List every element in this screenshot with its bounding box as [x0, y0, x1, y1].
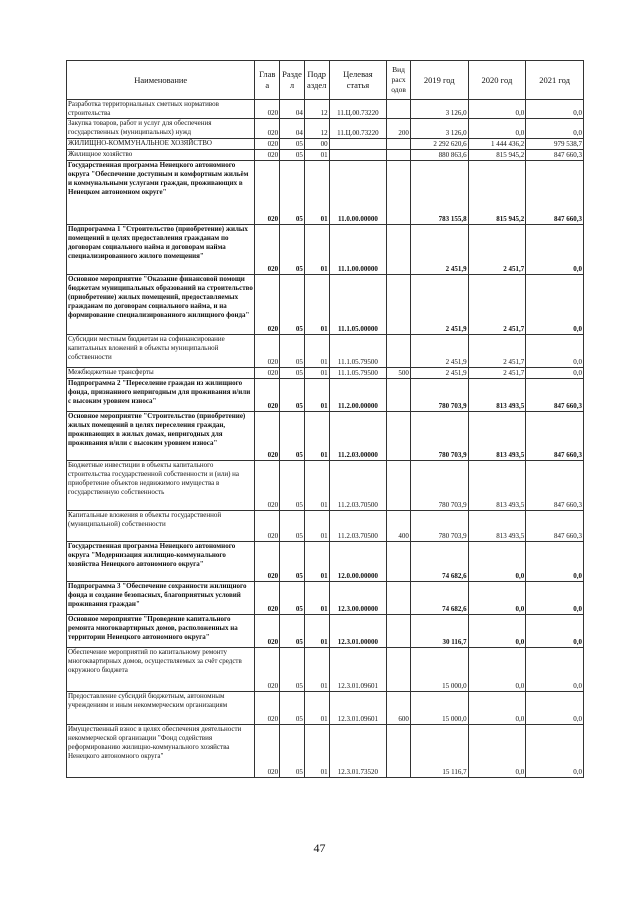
cell-name: Имущественный взнос в целях обеспечения деятельности некоммерческой организации "Фонд содействия реформированию жилищно-коммунального хозяйства Ненецкого автономного округа" — [67, 725, 255, 778]
cell-chapter: 020 — [255, 615, 280, 648]
cell-y2021: 0,0 — [526, 615, 584, 648]
cell-subsection: 01 — [304, 150, 329, 161]
cell-target — [329, 139, 387, 150]
cell-y2019: 780 703,9 — [410, 511, 468, 542]
cell-exp — [387, 725, 411, 778]
cell-y2021: 0,0 — [526, 275, 584, 335]
cell-y2020: 0,0 — [468, 542, 526, 582]
budget-table — [66, 60, 584, 778]
table-row — [67, 511, 584, 542]
header-exp-type: Вид расх одов — [387, 61, 411, 100]
cell-subsection: 01 — [304, 161, 329, 225]
table-row — [67, 100, 584, 119]
cell-chapter: 020 — [255, 692, 280, 725]
cell-section: 05 — [280, 615, 305, 648]
cell-exp — [387, 100, 411, 119]
cell-name: Государственная программа Ненецкого автономного округа "Модернизация жилищно-коммунального хозяйства Ненецкого автономного округа" — [67, 542, 255, 582]
cell-y2021: 847 660,3 — [526, 511, 584, 542]
cell-y2020: 0,0 — [468, 582, 526, 615]
cell-y2019: 30 116,7 — [410, 615, 468, 648]
cell-name: Подпрограмма 1 "Строительство (приобретение) жилых помещений в целях предоставления гражданам по договорам социального найма и договорам найма специализированного жилого помещения" — [67, 225, 255, 275]
cell-subsection: 00 — [304, 139, 329, 150]
cell-name: Бюджетные инвестиции в объекты капитального строительства государственной собственности и (или) на приобретение объектов недвижимого имущества в государственную собственность — [67, 461, 255, 511]
table-row — [67, 368, 584, 379]
cell-exp — [387, 335, 411, 368]
cell-target: 11.Ц.00.73220 — [329, 100, 387, 119]
cell-chapter: 020 — [255, 139, 280, 150]
cell-target: 12.3.01.09601 — [329, 692, 387, 725]
cell-y2019: 2 451,9 — [410, 225, 468, 275]
cell-subsection: 01 — [304, 692, 329, 725]
table-row — [67, 275, 584, 335]
cell-name: Закупка товаров, работ и услуг для обеспечения государственных (муниципальных) нужд — [67, 119, 255, 139]
cell-y2020: 2 451,7 — [468, 225, 526, 275]
cell-exp — [387, 648, 411, 692]
table-row — [67, 161, 584, 225]
cell-name: Межбюджетные трансферты — [67, 368, 255, 379]
cell-name: Разработка территориальных сметных нормативов строительства — [67, 100, 255, 119]
cell-section: 04 — [280, 119, 305, 139]
cell-name: Капитальные вложения в объекты государственной (муниципальной) собственности — [67, 511, 255, 542]
cell-target: 11.1.05.79500 — [329, 368, 387, 379]
cell-y2021: 847 660,3 — [526, 161, 584, 225]
cell-y2019: 74 682,6 — [410, 542, 468, 582]
cell-target: 12.3.01.73520 — [329, 725, 387, 778]
table-row — [67, 225, 584, 275]
cell-y2020: 813 493,5 — [468, 461, 526, 511]
cell-subsection: 01 — [304, 225, 329, 275]
cell-section: 05 — [280, 368, 305, 379]
cell-y2019: 780 703,9 — [410, 461, 468, 511]
cell-y2021: 0,0 — [526, 648, 584, 692]
header-target: Целевая статья — [329, 61, 387, 100]
cell-name: Основное мероприятие "Проведение капитального ремонта многоквартирных домов, расположенных на территории Ненецкого автономного округа" — [67, 615, 255, 648]
cell-target: 12.3.01.00000 — [329, 615, 387, 648]
cell-target: 11.2.00.00000 — [329, 379, 387, 412]
cell-y2019: 2 451,9 — [410, 275, 468, 335]
table-row — [67, 335, 584, 368]
cell-y2019: 780 703,9 — [410, 379, 468, 412]
table-row — [67, 119, 584, 139]
cell-y2020: 813 493,5 — [468, 412, 526, 461]
table-row — [67, 582, 584, 615]
cell-y2020: 1 444 436,2 — [468, 139, 526, 150]
cell-section: 05 — [280, 725, 305, 778]
cell-section: 05 — [280, 379, 305, 412]
cell-target: 12.3.01.09601 — [329, 648, 387, 692]
cell-chapter: 020 — [255, 379, 280, 412]
table-row — [67, 648, 584, 692]
header-2019: 2019 год — [410, 61, 468, 100]
cell-name: Подпрограмма 2 "Переселение граждан из жилищного фонда, признанного непригодным для проживания и/или с высоким уровнем износа" — [67, 379, 255, 412]
cell-y2021: 0,0 — [526, 725, 584, 778]
cell-chapter: 020 — [255, 648, 280, 692]
cell-subsection: 01 — [304, 335, 329, 368]
cell-section: 05 — [280, 582, 305, 615]
cell-exp — [387, 379, 411, 412]
cell-y2019: 780 703,9 — [410, 412, 468, 461]
cell-subsection: 01 — [304, 275, 329, 335]
cell-name: Субсидии местным бюджетам на софинансирование капитальных вложений в объекты муниципальной собственности — [67, 335, 255, 368]
cell-exp — [387, 582, 411, 615]
cell-target: 11.Ц.00.73220 — [329, 119, 387, 139]
cell-y2019: 74 682,6 — [410, 582, 468, 615]
cell-name: Государственная программа Ненецкого автономного округа "Обеспечение доступным и комфортным жильём и коммунальными услугами граждан, проживающих в Ненецком автономном округе" — [67, 161, 255, 225]
cell-section: 05 — [280, 150, 305, 161]
header-2020: 2020 год — [468, 61, 526, 100]
cell-target: 11.1.05.79500 — [329, 335, 387, 368]
cell-y2020: 0,0 — [468, 119, 526, 139]
cell-exp — [387, 161, 411, 225]
cell-exp — [387, 615, 411, 648]
cell-target: 11.2.03.70500 — [329, 461, 387, 511]
cell-y2019: 2 292 620,6 — [410, 139, 468, 150]
cell-subsection: 12 — [304, 119, 329, 139]
cell-exp: 600 — [387, 692, 411, 725]
cell-chapter: 020 — [255, 582, 280, 615]
cell-y2019: 15 116,7 — [410, 725, 468, 778]
table-row — [67, 461, 584, 511]
header-2021: 2021 год — [526, 61, 584, 100]
header-section: Разде л — [280, 61, 305, 100]
cell-exp — [387, 412, 411, 461]
cell-y2021: 847 660,3 — [526, 150, 584, 161]
cell-chapter: 020 — [255, 119, 280, 139]
cell-chapter: 020 — [255, 412, 280, 461]
cell-subsection: 01 — [304, 725, 329, 778]
cell-subsection: 01 — [304, 542, 329, 582]
header-chapter: Глав а — [255, 61, 280, 100]
cell-y2020: 0,0 — [468, 725, 526, 778]
cell-target: 11.1.05.00000 — [329, 275, 387, 335]
table-row — [67, 412, 584, 461]
cell-section: 05 — [280, 461, 305, 511]
cell-section: 05 — [280, 692, 305, 725]
cell-subsection: 01 — [304, 368, 329, 379]
cell-exp: 200 — [387, 119, 411, 139]
table-row — [67, 692, 584, 725]
cell-section: 05 — [280, 275, 305, 335]
cell-y2019: 2 451,9 — [410, 368, 468, 379]
cell-name: ЖИЛИЩНО-КОММУНАЛЬНОЕ ХОЗЯЙСТВО — [67, 139, 255, 150]
cell-exp — [387, 461, 411, 511]
cell-target: 12.0.00.00000 — [329, 542, 387, 582]
cell-exp — [387, 542, 411, 582]
cell-exp — [387, 139, 411, 150]
cell-name: Обеспечение мероприятий по капитальному ремонту многоквартирных домов, осуществляемых за счёт средств окружного бюджета — [67, 648, 255, 692]
cell-y2020: 2 451,7 — [468, 275, 526, 335]
table-row — [67, 542, 584, 582]
cell-y2021: 0,0 — [526, 225, 584, 275]
cell-y2021: 0,0 — [526, 119, 584, 139]
cell-exp — [387, 150, 411, 161]
cell-y2021: 0,0 — [526, 100, 584, 119]
table-header-row — [67, 61, 584, 100]
cell-section: 05 — [280, 139, 305, 150]
cell-exp: 500 — [387, 368, 411, 379]
cell-y2021: 979 538,7 — [526, 139, 584, 150]
cell-subsection: 01 — [304, 511, 329, 542]
cell-chapter: 020 — [255, 100, 280, 119]
table-row — [67, 150, 584, 161]
cell-chapter: 020 — [255, 725, 280, 778]
cell-section: 05 — [280, 161, 305, 225]
cell-target — [329, 150, 387, 161]
cell-y2020: 2 451,7 — [468, 368, 526, 379]
cell-chapter: 020 — [255, 275, 280, 335]
cell-y2019: 783 155,8 — [410, 161, 468, 225]
cell-y2020: 813 493,5 — [468, 379, 526, 412]
cell-y2021: 0,0 — [526, 542, 584, 582]
page-number: 47 — [313, 841, 326, 855]
cell-target: 11.2.03.70500 — [329, 511, 387, 542]
cell-section: 05 — [280, 542, 305, 582]
cell-y2021: 847 660,3 — [526, 379, 584, 412]
cell-name: Основное мероприятие "Строительство (приобретение) жилых помещений в целях переселения граждан, проживающих в жилых домах, непригодных для проживания и/или с высоким уровнем износа" — [67, 412, 255, 461]
cell-y2020: 815 945,2 — [468, 150, 526, 161]
cell-y2019: 2 451,9 — [410, 335, 468, 368]
cell-chapter: 020 — [255, 511, 280, 542]
cell-y2021: 0,0 — [526, 582, 584, 615]
cell-subsection: 01 — [304, 615, 329, 648]
cell-subsection: 01 — [304, 582, 329, 615]
cell-name: Предоставление субсидий бюджетным, автономным учреждениям и иным некоммерческим организациям — [67, 692, 255, 725]
cell-y2019: 15 000,0 — [410, 692, 468, 725]
cell-subsection: 01 — [304, 648, 329, 692]
cell-target: 11.0.00.00000 — [329, 161, 387, 225]
cell-subsection: 01 — [304, 461, 329, 511]
cell-subsection: 01 — [304, 379, 329, 412]
cell-y2020: 0,0 — [468, 100, 526, 119]
table-row — [67, 725, 584, 778]
cell-y2019: 880 863,6 — [410, 150, 468, 161]
cell-y2021: 0,0 — [526, 335, 584, 368]
table-row — [67, 615, 584, 648]
cell-name: Подпрограмма 3 "Обеспечение сохранности жилищного фонда и создание безопасных, благоприятных условий проживания граждан" — [67, 582, 255, 615]
header-subsection: Подр аздел — [304, 61, 329, 100]
cell-target: 12.3.00.00000 — [329, 582, 387, 615]
cell-section: 05 — [280, 648, 305, 692]
cell-name: Жилищное хозяйство — [67, 150, 255, 161]
cell-target: 11.2.03.00000 — [329, 412, 387, 461]
cell-y2019: 3 126,0 — [410, 100, 468, 119]
cell-section: 05 — [280, 511, 305, 542]
cell-y2021: 847 660,3 — [526, 412, 584, 461]
cell-y2020: 0,0 — [468, 648, 526, 692]
cell-y2020: 0,0 — [468, 692, 526, 725]
cell-exp — [387, 275, 411, 335]
cell-y2019: 15 000,0 — [410, 648, 468, 692]
cell-chapter: 020 — [255, 225, 280, 275]
cell-subsection: 12 — [304, 100, 329, 119]
cell-y2020: 2 451,7 — [468, 335, 526, 368]
cell-section: 05 — [280, 335, 305, 368]
cell-exp — [387, 225, 411, 275]
cell-chapter: 020 — [255, 161, 280, 225]
cell-section: 04 — [280, 100, 305, 119]
cell-exp: 400 — [387, 511, 411, 542]
cell-chapter: 020 — [255, 368, 280, 379]
cell-chapter: 020 — [255, 150, 280, 161]
cell-y2021: 0,0 — [526, 368, 584, 379]
cell-subsection: 01 — [304, 412, 329, 461]
cell-chapter: 020 — [255, 461, 280, 511]
cell-y2021: 0,0 — [526, 692, 584, 725]
cell-name: Основное мероприятие "Оказание финансовой помощи бюджетам муниципальных образований на строительство (приобретение) жилых помещений, предоставляемых гражданам по договорам социального найма, и на формирование специализированного жилищного фонда" — [67, 275, 255, 335]
table-row — [67, 139, 584, 150]
cell-section: 05 — [280, 412, 305, 461]
cell-y2021: 847 660,3 — [526, 461, 584, 511]
cell-y2019: 3 126,0 — [410, 119, 468, 139]
cell-section: 05 — [280, 225, 305, 275]
cell-y2020: 815 945,2 — [468, 161, 526, 225]
cell-y2020: 0,0 — [468, 615, 526, 648]
cell-target: 11.1.00.00000 — [329, 225, 387, 275]
header-name: Наименование — [67, 61, 255, 100]
cell-y2020: 813 493,5 — [468, 511, 526, 542]
cell-chapter: 020 — [255, 542, 280, 582]
cell-chapter: 020 — [255, 335, 280, 368]
table-row — [67, 379, 584, 412]
